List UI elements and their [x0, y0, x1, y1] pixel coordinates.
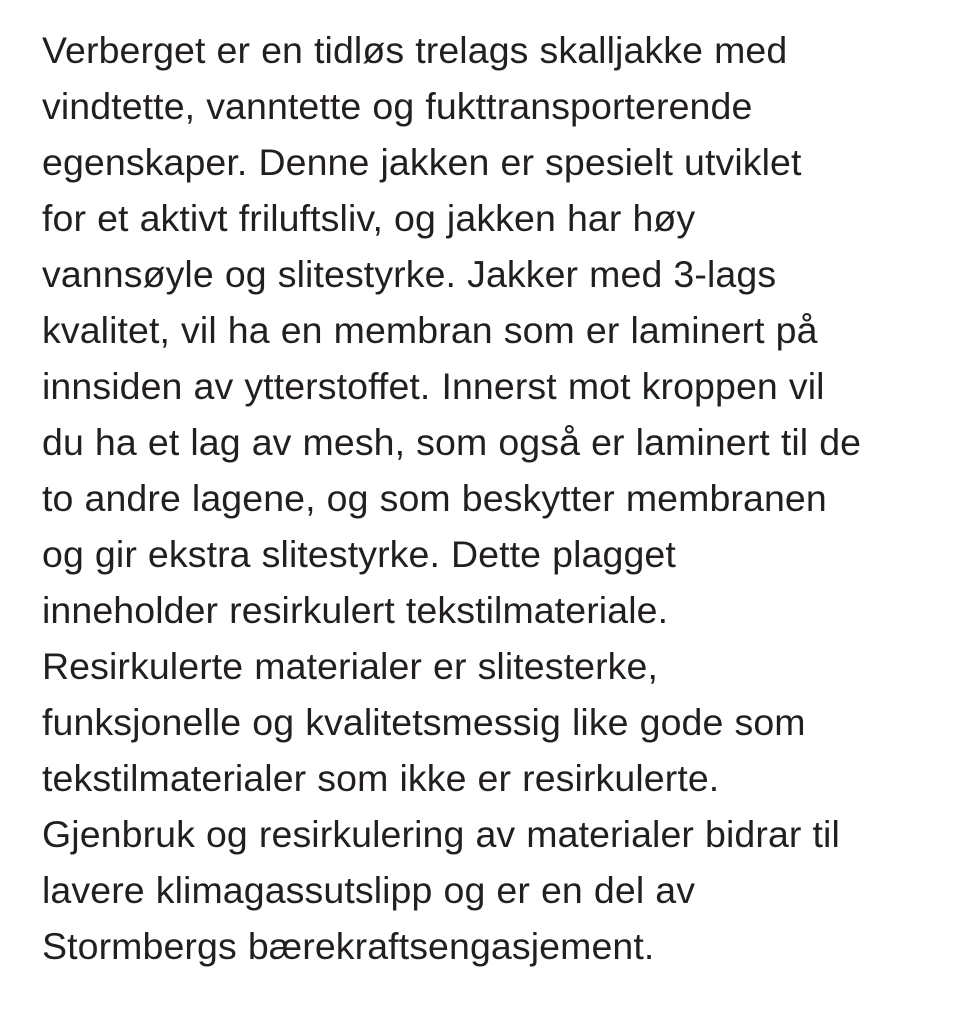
- description-line: lavere klimagassutslipp og er en del av: [42, 869, 696, 911]
- description-line: Gjenbruk og resirkulering av materialer bidrar til: [42, 813, 840, 855]
- description-line: innsiden av ytterstoffet. Innerst mot kroppen vil: [42, 365, 825, 407]
- description-line: to andre lagene, og som beskytter membranen: [42, 477, 827, 519]
- description-line: inneholder resirkulert tekstilmateriale.: [42, 589, 669, 631]
- description-line: og gir ekstra slitestyrke. Dette plagget: [42, 533, 676, 575]
- description-line: du ha et lag av mesh, som også er laminert til de: [42, 421, 862, 463]
- product-description-text: [42, 22, 920, 974]
- description-line: funksjonelle og kvalitetsmessig like gode som: [42, 701, 806, 743]
- description-line: egenskaper. Denne jakken er spesielt utviklet: [42, 141, 802, 183]
- description-line: Stormbergs bærekraftsengasjement.: [42, 925, 655, 967]
- description-line: Resirkulerte materialer er slitesterke,: [42, 645, 659, 687]
- description-line: Verberget er en tidløs trelags skalljakke med: [42, 29, 788, 71]
- description-line: tekstilmaterialer som ikke er resirkulerte.: [42, 757, 720, 799]
- description-line: vindtette, vanntette og fukttransporterende: [42, 85, 753, 127]
- description-line: for et aktivt friluftsliv, og jakken har høy: [42, 197, 696, 239]
- description-line: vannsøyle og slitestyrke. Jakker med 3-lags: [42, 253, 777, 295]
- description-line: kvalitet, vil ha en membran som er laminert på: [42, 309, 818, 351]
